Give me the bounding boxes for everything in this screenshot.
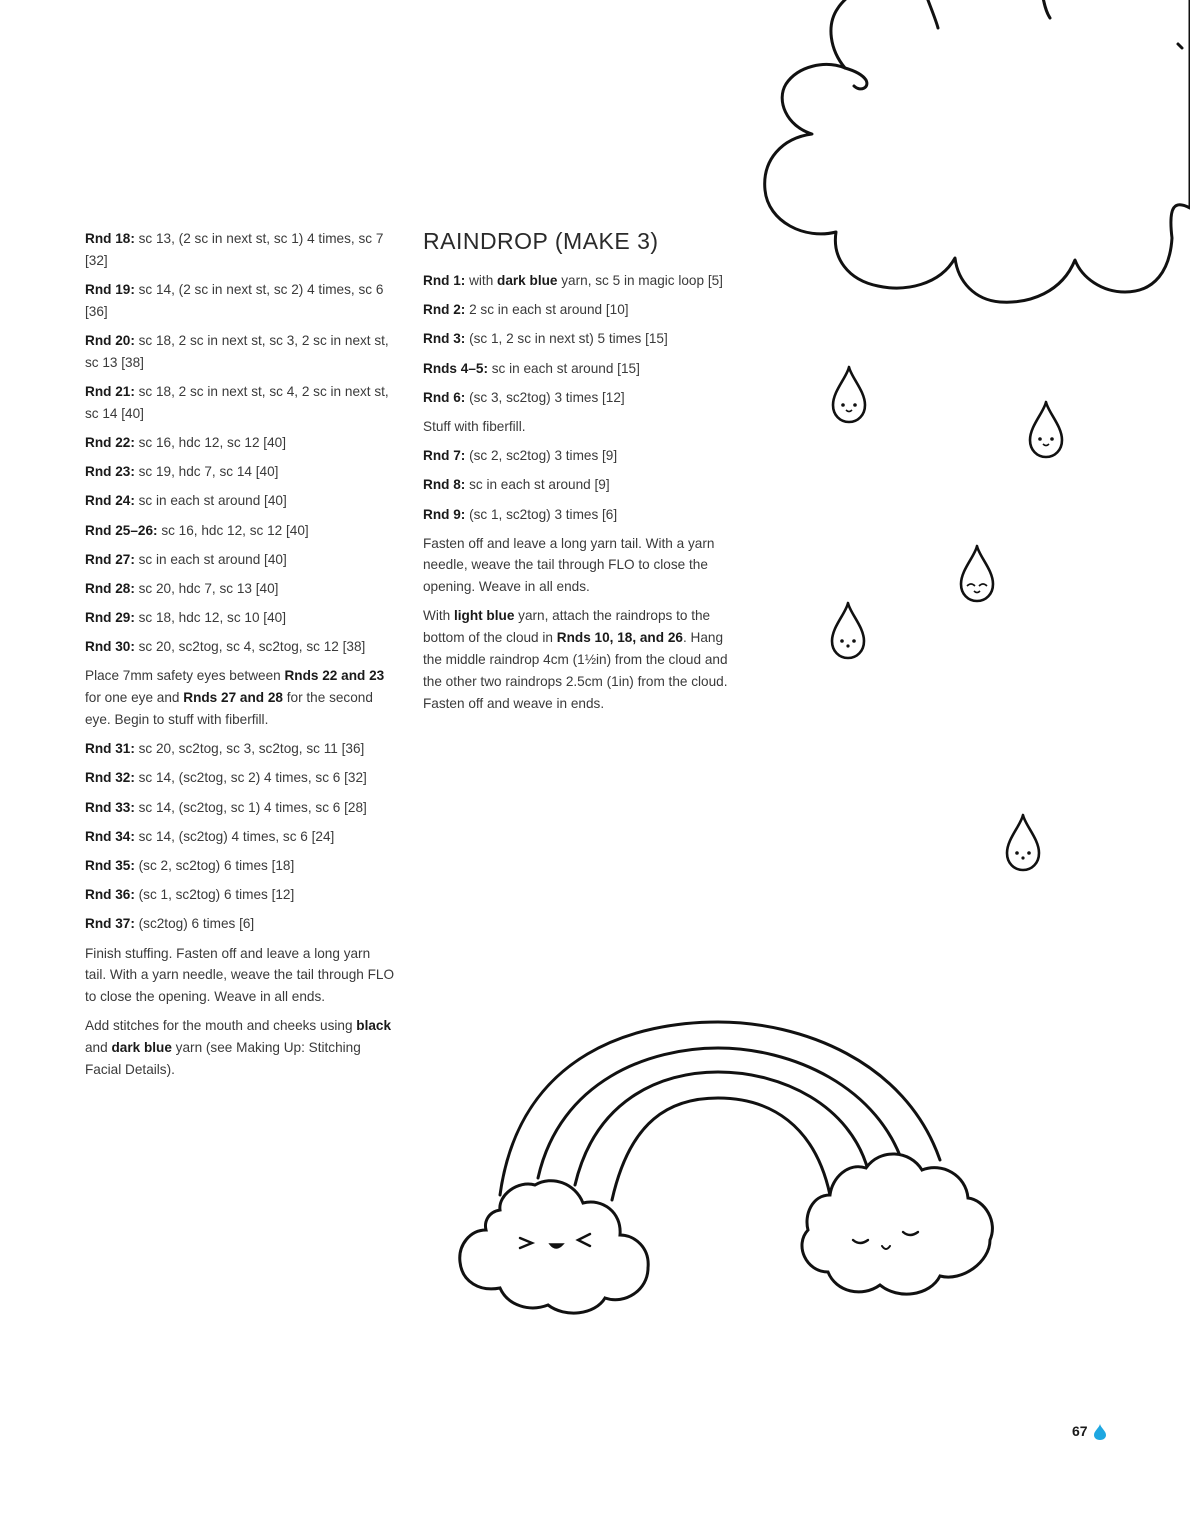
instruction-bold-term: Rnd 32:: [85, 770, 139, 786]
instruction-bold-term: light blue: [453, 608, 515, 624]
instruction-paragraph: [85, 578, 395, 600]
instruction-bold-term: Rnd 24:: [85, 493, 139, 509]
instruction-paragraph: [85, 381, 395, 425]
instruction-bold-term: Rnd 29:: [85, 610, 139, 626]
raindrop-face-icon: [832, 603, 864, 658]
instruction-paragraph: [85, 607, 395, 629]
section-heading: RAINDROP (MAKE 3): [423, 228, 659, 254]
instruction-text: sc 19, hdc 7, sc 14 [40]: [138, 464, 279, 480]
instruction-text: (sc 1, sc2tog) 6 times [12]: [138, 887, 295, 903]
instruction-text: (sc2tog) 6 times [6]: [138, 916, 255, 932]
instruction-bold-term: Rnd 27:: [85, 551, 139, 567]
instruction-bold-term: Rnd 31:: [85, 741, 139, 757]
instruction-text: yarn, sc 5 in magic loop [5]: [557, 273, 723, 288]
instruction-bold-term: Rnd 8:: [423, 477, 470, 493]
instruction-paragraph: [423, 358, 733, 380]
instruction-bold-term: Rnd 21:: [85, 383, 139, 399]
instruction-text: with: [469, 273, 498, 288]
instruction-text: sc 20, sc2tog, sc 3, sc2tog, sc 11 [36]: [138, 741, 365, 757]
instruction-text: sc 18, 2 sc in next st, sc 4, 2 sc in next st, sc 14 [40]: [85, 383, 389, 421]
instruction-text: sc in each st around [9]: [469, 477, 610, 493]
instruction-bold-term: Rnd 1:: [423, 273, 470, 288]
instruction-text: sc 18, hdc 12, sc 10 [40]: [138, 610, 286, 626]
instruction-paragraph: [85, 797, 395, 819]
raindrop-face-icon: [1007, 815, 1039, 870]
instruction-bold-term: Rnd 33:: [85, 799, 139, 815]
instruction-paragraph: [85, 1015, 395, 1080]
cloud-illustration: [765, 0, 1190, 302]
instruction-text: Fasten off and leave a long yarn tail. With a yarn needle, weave the tail through FLO to close the opening. Weave in all ends.: [423, 535, 715, 595]
instruction-bold-term: Rnd 3:: [423, 331, 470, 347]
instruction-bold-term: Rnd 28:: [85, 580, 139, 596]
instruction-text: sc 14, (2 sc in next st, sc 2) 4 times, sc 6 [36]: [85, 281, 384, 319]
instruction-bold-term: Rnd 7:: [423, 448, 470, 464]
instruction-paragraph: [85, 855, 395, 877]
instruction-bold-term: Rnd 23:: [85, 464, 139, 480]
instruction-text: for one eye and: [85, 690, 184, 706]
instruction-paragraph: [423, 270, 733, 292]
instruction-bold-term: Rnds 4–5:: [423, 360, 492, 376]
raindrop-face-icon: [1030, 402, 1062, 457]
instruction-paragraph: [423, 416, 733, 438]
instruction-paragraph: [85, 279, 395, 323]
instruction-bold-term: Rnd 36:: [85, 887, 139, 903]
instruction-paragraph: [423, 504, 733, 526]
instruction-text: sc in each st around [40]: [138, 551, 287, 567]
instruction-text: Stuff with fiberfill.: [423, 418, 526, 434]
instruction-bold-term: Rnd 20:: [85, 332, 139, 348]
instruction-text: sc 16, hdc 12, sc 12 [40]: [138, 434, 286, 450]
instruction-bold-term: Rnds 10, 18, and 26: [556, 630, 683, 646]
raindrop-instructions: [423, 270, 733, 722]
instruction-text: sc in each st around [15]: [491, 360, 640, 376]
instruction-bold-term: Rnd 22:: [85, 434, 139, 450]
instruction-text: and: [85, 1040, 112, 1056]
instruction-paragraph: [423, 474, 733, 496]
instruction-text: sc in each st around [40]: [138, 493, 287, 509]
instruction-bold-term: Rnd 37:: [85, 916, 139, 932]
instruction-text: yarn, attach the raindrops to the bottom of the cloud in: [423, 608, 711, 646]
instruction-text: sc 16, hdc 12, sc 12 [40]: [161, 522, 309, 538]
instruction-bold-term: Rnds 27 and 28: [183, 690, 283, 706]
instruction-text: 2 sc in each st around [10]: [469, 302, 629, 318]
instruction-bold-term: Rnd 6:: [423, 389, 470, 405]
instruction-text: sc 14, (sc2tog, sc 1) 4 times, sc 6 [28]: [138, 799, 367, 815]
instruction-text: yarn (see Making Up: Stitching Facial Details).: [85, 1040, 361, 1077]
instruction-text: sc 14, (sc2tog) 4 times, sc 6 [24]: [138, 828, 335, 844]
instruction-paragraph: [85, 432, 395, 454]
instruction-bold-term: Rnd 34:: [85, 828, 139, 844]
instruction-text: (sc 1, 2 sc in next st) 5 times [15]: [469, 331, 668, 347]
instruction-bold-term: dark blue: [111, 1040, 172, 1056]
instruction-text: sc 20, hdc 7, sc 13 [40]: [138, 580, 279, 596]
instruction-bold-term: Rnd 35:: [85, 857, 139, 873]
instruction-paragraph: [85, 461, 395, 483]
instruction-paragraph: [85, 636, 395, 658]
instruction-paragraph: [85, 330, 395, 374]
instruction-paragraph: [85, 549, 395, 571]
instruction-text: (sc 3, sc2tog) 3 times [12]: [469, 389, 625, 405]
instruction-paragraph: [423, 605, 733, 714]
instruction-paragraph: [85, 738, 395, 760]
instruction-text: . Hang the middle raindrop 4cm (1½in) from the cloud and the other two raindrops 2.5cm (1in) from the cloud. Fasten off and weave in ends.: [423, 630, 728, 711]
instruction-paragraph: [423, 387, 733, 409]
instruction-paragraph: [85, 767, 395, 789]
instruction-paragraph: [85, 490, 395, 512]
instruction-text: With: [423, 608, 454, 624]
instruction-text: sc 20, sc2tog, sc 4, sc2tog, sc 12 [38]: [138, 639, 366, 655]
instruction-bold-term: Rnd 18:: [85, 231, 139, 246]
instruction-paragraph: [85, 520, 395, 542]
raindrop-face-icon: [961, 546, 993, 601]
instruction-paragraph: [85, 665, 395, 730]
instruction-bold-term: dark blue: [497, 273, 558, 288]
instruction-paragraph: [85, 943, 395, 1008]
instruction-text: (sc 2, sc2tog) 3 times [9]: [469, 448, 618, 464]
instruction-bold-term: black: [356, 1018, 392, 1034]
instruction-text: Add stitches for the mouth and cheeks using: [85, 1018, 357, 1034]
instruction-paragraph: [85, 228, 395, 272]
instruction-paragraph: [85, 884, 395, 906]
instruction-bold-term: Rnd 19:: [85, 281, 139, 297]
raindrop-face-icon: [833, 367, 865, 422]
instruction-bold-term: Rnd 9:: [423, 506, 470, 522]
instruction-text: Finish stuffing. Fasten off and leave a long yarn tail. With a yarn needle, weave the tail through FLO to close the opening. Weave in all ends.: [85, 945, 395, 1005]
instruction-paragraph: [423, 445, 733, 467]
left-instructions: [85, 228, 395, 1088]
instruction-paragraph: [423, 328, 733, 350]
instruction-paragraph: [85, 913, 395, 935]
instruction-bold-term: Rnds 22 and 23: [284, 668, 385, 684]
instruction-text: sc 14, (sc2tog, sc 2) 4 times, sc 6 [32]: [138, 770, 367, 786]
instruction-paragraph: [423, 533, 733, 598]
page-number: 67: [1072, 1423, 1088, 1439]
instruction-text: for the second eye. Begin to stuff with fiberfill.: [85, 690, 373, 728]
instruction-text: Place 7mm safety eyes between: [85, 668, 285, 684]
instruction-text: (sc 2, sc2tog) 6 times [18]: [138, 857, 295, 873]
instruction-bold-term: Rnd 2:: [423, 302, 470, 318]
instruction-text: sc 13, (2 sc in next st, sc 1) 4 times, sc 7 [32]: [85, 231, 384, 268]
rainbow-illustration: [460, 1022, 993, 1313]
instruction-paragraph: [423, 299, 733, 321]
instruction-paragraph: [85, 826, 395, 848]
instruction-bold-term: Rnd 25–26:: [85, 522, 162, 538]
instruction-text: (sc 1, sc2tog) 3 times [6]: [469, 506, 618, 522]
page-drop-icon: [1094, 1424, 1106, 1440]
instruction-bold-term: Rnd 30:: [85, 639, 139, 655]
instruction-text: sc 18, 2 sc in next st, sc 3, 2 sc in next st, sc 13 [38]: [85, 332, 389, 370]
